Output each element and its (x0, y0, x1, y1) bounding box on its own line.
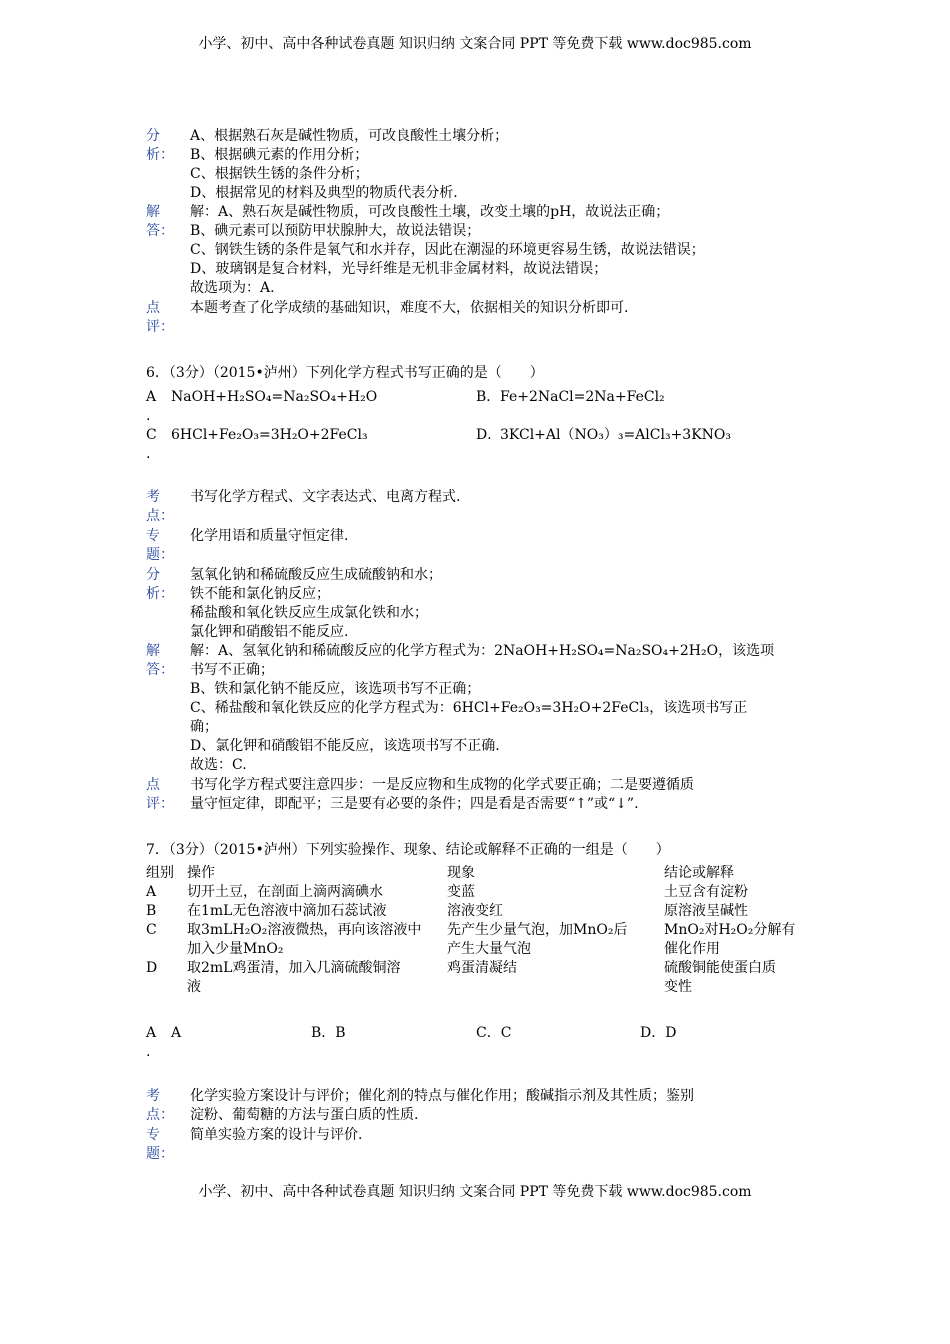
q7-row-b-concl: 原溶液呈碱性 (664, 903, 748, 919)
q7-topic-label-2: 题： (146, 1146, 174, 1162)
q6-option-a-dot: . (146, 408, 151, 424)
q7-row-c-group: C (146, 922, 157, 938)
q6-stem: 6．（3分）（2015•泸州）下列化学方程式书写正确的是（ ） (146, 365, 544, 381)
q6-comment-line: 量守恒定律，即配平；三是要有必要的条件；四是看是否需要“↑”或“↓”. (190, 796, 639, 812)
q6-option-d-text: 3KCl+Al（NO₃）₃=AlCl₃+3KNO₃ (500, 427, 732, 443)
q7-row-b-phen: 溶液变红 (447, 903, 503, 919)
q6-option-c-text: 6HCl+Fe₂O₃=3H₂O+2FeCl₃ (171, 427, 368, 443)
q6-option-d-letter: D． (476, 427, 502, 443)
q6-answer-line: 确； (190, 719, 218, 735)
q7-option-c: C．C (476, 1025, 512, 1041)
q6-topic: 化学用语和质量守恒定律. (190, 528, 349, 544)
q6-option-c-letter: C (146, 427, 157, 443)
q6-point-label-2: 点： (146, 508, 174, 524)
q7-topic: 简单实验方案的设计与评价. (190, 1127, 363, 1143)
q6-point-label-1: 考 (146, 489, 160, 505)
q6-topic-label-2: 题： (146, 547, 174, 563)
q7-topic-label-1: 专 (146, 1127, 160, 1143)
q6-answer-label-2: 答： (146, 662, 174, 678)
q5-answer-label-1: 解 (146, 204, 160, 220)
q5-comment: 本题考查了化学成绩的基础知识，难度不大，依据相关的知识分析即可. (190, 300, 629, 316)
q7-table-header-op: 操作 (187, 865, 215, 881)
q6-answer-line: C、稀盐酸和氧化铁反应的化学方程式为：6HCl+Fe₂O₃=3H₂O+2FeCl₃，该选项书写正 (190, 700, 748, 716)
q5-analysis-label-2: 析： (146, 147, 174, 163)
q7-row-a-op: 切开土豆，在剖面上滴两滴碘水 (187, 884, 383, 900)
q7-row-a-concl: 土豆含有淀粉 (664, 884, 748, 900)
q5-analysis-line: B、根据碘元素的作用分析； (190, 147, 369, 163)
q6-topic-label-1: 专 (146, 528, 160, 544)
q6-comment-label-2: 评： (146, 796, 174, 812)
q5-comment-label-1: 点 (146, 300, 160, 316)
q5-analysis-line: D、根据常见的材料及典型的物质代表分析. (190, 185, 458, 201)
q7-option-a-text: A (171, 1025, 182, 1041)
q7-row-c-concl-2: 催化作用 (664, 941, 720, 957)
q5-comment-label-2: 评： (146, 319, 174, 335)
q7-row-d-concl-2: 变性 (664, 979, 692, 995)
q7-point-label-1: 考 (146, 1088, 160, 1104)
q7-table-header-concl: 结论或解释 (664, 865, 734, 881)
q6-analysis-line: 氢氧化钠和稀硫酸反应生成硫酸钠和水； (190, 567, 442, 583)
q7-row-c-op-1: 取3mLH₂O₂溶液微热，再向该溶液中 (187, 922, 422, 938)
q6-option-b-text: Fe+2NaCl=2Na+FeCl₂ (500, 389, 665, 405)
q7-point-line: 淀粉、葡萄糖的方法与蛋白质的性质. (190, 1107, 419, 1123)
q5-analysis-line: C、根据铁生锈的条件分析； (190, 166, 369, 182)
page-footer: 小学、初中、高中各种试卷真题 知识归纳 文案合同 PPT 等免费下载 www.doc985.com (198, 1184, 752, 1200)
q7-option-a-dot: . (146, 1044, 151, 1060)
q6-option-b-letter: B． (476, 389, 501, 405)
q7-point-label-2: 点： (146, 1107, 174, 1123)
q7-row-a-group: A (146, 884, 157, 900)
q7-row-b-group: B (146, 903, 157, 919)
q7-row-d-op-2: 液 (187, 979, 201, 995)
q7-row-d-phen: 鸡蛋清凝结 (447, 960, 517, 976)
q5-answer-line: D、玻璃钢是复合材料，光导纤维是无机非金属材料，故说法错误； (190, 261, 608, 277)
q5-answer-line: B、碘元素可以预防甲状腺肿大，故说法错误； (190, 223, 481, 239)
q7-option-b: B．B (311, 1025, 346, 1041)
q7-point-line: 化学实验方案设计与评价；催化剂的特点与催化作用；酸碱指示剂及其性质；鉴别 (190, 1088, 694, 1104)
q7-option-d: D．D (640, 1025, 677, 1041)
q6-answer-label-1: 解 (146, 643, 160, 659)
q6-answer-line: 解：A、氢氧化钠和稀硫酸反应的化学方程式为：2NaOH+H₂SO₄=Na₂SO₄+2H₂O，该选项 (190, 643, 775, 659)
q5-analysis-label-1: 分 (146, 128, 160, 144)
page-header: 小学、初中、高中各种试卷真题 知识归纳 文案合同 PPT 等免费下载 www.doc985.com (198, 36, 752, 52)
q6-answer-line: D、氯化钾和硝酸铝不能反应，该选项书写不正确. (190, 738, 500, 754)
q6-analysis-line: 氯化钾和硝酸铝不能反应. (190, 624, 349, 640)
q6-analysis-label-1: 分 (146, 567, 160, 583)
q6-option-a-letter: A (146, 389, 157, 405)
q5-answer-line: 故选项为：A. (190, 280, 275, 296)
q7-row-b-op: 在1mL无色溶液中滴加石蕊试液 (187, 903, 387, 919)
q6-point: 书写化学方程式、文字表达式、电离方程式. (190, 489, 461, 505)
q7-row-c-phen-1: 先产生少量气泡，加MnO₂后 (447, 922, 628, 938)
q7-row-c-phen-2: 产生大量气泡 (447, 941, 531, 957)
q6-answer-line: 故选：C. (190, 757, 247, 773)
q6-analysis-label-2: 析： (146, 586, 174, 602)
q5-answer-line: C、钢铁生锈的条件是氧气和水并存，因此在潮湿的环境更容易生锈，故说法错误； (190, 242, 705, 258)
q6-comment-line: 书写化学方程式要注意四步：一是反应物和生成物的化学式要正确；二是要遵循质 (190, 777, 694, 793)
q7-row-c-concl-1: MnO₂对H₂O₂分解有 (664, 922, 796, 938)
q7-row-d-op-1: 取2mL鸡蛋清，加入几滴硫酸铜溶 (187, 960, 401, 976)
q7-stem: 7．（3分）（2015•泸州）下列实验操作、现象、结论或解释不正确的一组是（ ） (146, 842, 670, 858)
q6-answer-line: 书写不正确； (190, 662, 274, 678)
q7-row-c-op-2: 加入少量MnO₂ (187, 941, 284, 957)
q6-comment-label-1: 点 (146, 777, 160, 793)
q6-option-c-dot: . (146, 446, 151, 462)
q6-option-a-text: NaOH+H₂SO₄=Na₂SO₄+H₂O (171, 389, 378, 405)
q5-analysis-line: A、根据熟石灰是碱性物质，可改良酸性土壤分析； (190, 128, 509, 144)
q5-answer-line: 解：A、熟石灰是碱性物质，可改良酸性土壤，改变土壤的pH，故说法正确； (190, 204, 670, 220)
q7-row-a-phen: 变蓝 (447, 884, 475, 900)
q5-answer-label-2: 答： (146, 223, 174, 239)
q7-row-d-concl-1: 硫酸铜能使蛋白质 (664, 960, 776, 976)
q7-option-a-letter: A (146, 1025, 157, 1041)
q6-answer-line: B、铁和氯化钠不能反应，该选项书写不正确； (190, 681, 481, 697)
q7-row-d-group: D (146, 960, 158, 976)
q7-table-header-phen: 现象 (447, 865, 475, 881)
q6-analysis-line: 稀盐酸和氧化铁反应生成氯化铁和水； (190, 605, 428, 621)
q6-analysis-line: 铁不能和氯化钠反应； (190, 586, 330, 602)
q7-table-header-group: 组别 (146, 865, 174, 881)
